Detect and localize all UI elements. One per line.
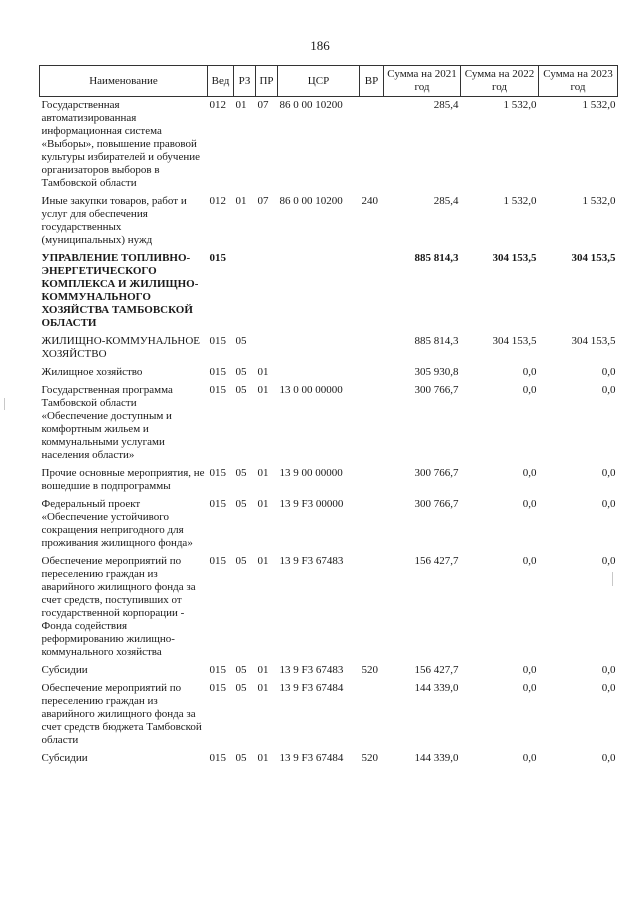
cell-rz: 05 — [235, 335, 247, 347]
cell-pr: 01 — [257, 682, 269, 694]
cell-vr: 520 — [361, 752, 378, 764]
cell-sum-2023: 304 153,5 — [571, 335, 616, 347]
cell-pr: 01 — [257, 664, 269, 676]
cell-pr: 07 — [257, 195, 269, 207]
scan-artifact-mark — [4, 398, 5, 410]
cell-sum-2022: 0,0 — [522, 752, 537, 764]
cell-sum-2022: 1 532,0 — [503, 195, 537, 207]
header-rz: РЗ — [234, 66, 256, 97]
cell-sum-2021: 300 766,7 — [414, 384, 459, 396]
cell-csr: 13 9 F3 00000 — [279, 498, 344, 510]
cell-sum-2021: 300 766,7 — [414, 498, 459, 510]
cell-csr: 13 9 F3 67484 — [279, 752, 344, 764]
table-header-row — [40, 66, 618, 97]
cell-sum-2021: 885 814,3 — [414, 335, 459, 347]
header-ved: Вед — [208, 66, 234, 97]
cell-sum-2023: 0,0 — [601, 664, 616, 676]
cell-pr: 01 — [257, 555, 269, 567]
cell-sum-2021: 144 339,0 — [414, 682, 459, 694]
cell-pr: 01 — [257, 366, 269, 378]
budget-table — [39, 65, 618, 768]
cell-sum-2022: 0,0 — [522, 467, 537, 479]
cell-name: Прочие основные мероприятия, не вошедшие в подпрограммы — [41, 467, 205, 492]
cell-name: Федеральный проект «Обеспечение устойчивого сокращения непригодного для проживания жилищного фонда» — [41, 498, 193, 549]
cell-sum-2021: 144 339,0 — [414, 752, 459, 764]
cell-sum-2022: 0,0 — [522, 498, 537, 510]
cell-ved: 015 — [209, 498, 226, 510]
cell-sum-2021: 285,4 — [433, 195, 459, 207]
cell-vr — [360, 364, 384, 382]
cell-csr: 86 0 00 10200 — [279, 99, 343, 111]
cell-csr — [278, 250, 360, 333]
cell-sum-2023: 0,0 — [601, 682, 616, 694]
cell-csr: 13 9 00 00000 — [279, 467, 343, 479]
table-row — [40, 333, 618, 364]
cell-csr: 13 0 00 00000 — [279, 384, 343, 396]
cell-csr: 13 9 F3 67484 — [279, 682, 344, 694]
table-row — [40, 553, 618, 662]
header-vr: ВР — [360, 66, 384, 97]
cell-sum-2023: 0,0 — [601, 467, 616, 479]
cell-ved: 012 — [209, 99, 226, 111]
cell-pr: 01 — [257, 752, 269, 764]
cell-sum-2022: 0,0 — [522, 664, 537, 676]
cell-ved: 015 — [209, 555, 226, 567]
cell-vr — [360, 553, 384, 662]
cell-sum-2023: 0,0 — [601, 752, 616, 764]
header-sum-2023: Сумма на 2023 год — [539, 66, 618, 97]
cell-name: Жилищное хозяйство — [41, 366, 143, 378]
cell-name: Субсидии — [41, 752, 88, 764]
table-row — [40, 465, 618, 496]
table-row — [40, 680, 618, 750]
cell-vr — [360, 680, 384, 750]
table-row — [40, 193, 618, 250]
cell-rz — [234, 250, 256, 333]
cell-csr: 13 9 F3 67483 — [279, 664, 344, 676]
cell-sum-2021: 305 930,8 — [414, 366, 459, 378]
cell-rz: 05 — [235, 498, 247, 510]
cell-sum-2023: 0,0 — [601, 555, 616, 567]
table-row — [40, 364, 618, 382]
cell-rz: 05 — [235, 682, 247, 694]
table-row — [40, 496, 618, 553]
cell-pr: 01 — [257, 384, 269, 396]
cell-vr — [360, 250, 384, 333]
header-sum-2022: Сумма на 2022 год — [461, 66, 539, 97]
cell-sum-2023: 0,0 — [601, 498, 616, 510]
cell-sum-2021: 300 766,7 — [414, 467, 459, 479]
cell-ved: 015 — [209, 335, 226, 347]
cell-pr: 01 — [257, 498, 269, 510]
cell-csr — [278, 333, 360, 364]
cell-vr — [360, 496, 384, 553]
cell-pr: 07 — [257, 99, 269, 111]
cell-rz: 01 — [235, 99, 247, 111]
cell-sum-2023: 1 532,0 — [582, 195, 616, 207]
cell-ved: 015 — [209, 682, 226, 694]
cell-csr: 86 0 00 10200 — [279, 195, 343, 207]
cell-name: Государственная автоматизированная информационная система «Выборы», повышение правовой культуры избирателей и обучение организаторов выборов в Тамбовской области — [41, 99, 200, 189]
cell-ved: 015 — [209, 467, 226, 479]
cell-csr — [278, 364, 360, 382]
cell-name: Обеспечение мероприятий по переселению граждан из аварийного жилищного фонда за счет средств, поступивших от государственной корпорации - Фонда содействия реформированию жилищно-коммунального хозяйства — [41, 555, 196, 658]
cell-csr: 13 9 F3 67483 — [279, 555, 344, 567]
cell-sum-2021: 156 427,7 — [414, 555, 459, 567]
cell-vr — [360, 465, 384, 496]
header-csr: ЦСР — [278, 66, 360, 97]
table-row — [40, 382, 618, 465]
cell-name: Государственная программа Тамбовской области «Обеспечение доступным и комфортным жильем и коммунальными услугами населения области» — [41, 384, 173, 461]
cell-rz: 01 — [235, 195, 247, 207]
cell-vr — [360, 333, 384, 364]
cell-sum-2021: 885 814,3 — [414, 252, 459, 264]
header-pr: ПР — [256, 66, 278, 97]
cell-name: Обеспечение мероприятий по переселению граждан из аварийного жилищного фонда за счет средств бюджета Тамбовской области — [41, 682, 202, 746]
page-number: 186 — [310, 38, 330, 53]
cell-sum-2021: 156 427,7 — [414, 664, 459, 676]
cell-pr: 01 — [257, 467, 269, 479]
cell-sum-2022: 0,0 — [522, 682, 537, 694]
cell-rz: 05 — [235, 366, 247, 378]
cell-rz: 05 — [235, 384, 247, 396]
cell-sum-2023: 0,0 — [601, 384, 616, 396]
cell-name: Иные закупки товаров, работ и услуг для обеспечения государственных (муниципальных) нужд — [41, 195, 187, 246]
cell-ved: 012 — [209, 195, 226, 207]
cell-name: УПРАВЛЕНИЕ ТОПЛИВНО-ЭНЕРГЕТИЧЕСКОГО КОМПЛЕКСА И ЖИЛИЩНО-КОММУНАЛЬНОГО ХОЗЯЙСТВА ТАМБОВСКОЙ ОБЛАСТИ — [41, 252, 199, 329]
cell-name: ЖИЛИЩНО-КОММУНАЛЬНОЕ ХОЗЯЙСТВО — [41, 335, 200, 360]
cell-sum-2022: 1 532,0 — [503, 99, 537, 111]
cell-sum-2022: 304 153,5 — [492, 335, 537, 347]
cell-ved: 015 — [209, 252, 226, 264]
cell-sum-2022: 0,0 — [522, 384, 537, 396]
cell-vr — [360, 97, 384, 194]
table-row — [40, 250, 618, 333]
cell-vr: 240 — [361, 195, 378, 207]
table-row — [40, 662, 618, 680]
cell-name: Субсидии — [41, 664, 88, 676]
cell-vr — [360, 382, 384, 465]
cell-rz: 05 — [235, 664, 247, 676]
table-row — [40, 97, 618, 194]
cell-ved: 015 — [209, 366, 226, 378]
cell-sum-2022: 304 153,5 — [492, 252, 537, 264]
cell-ved: 015 — [209, 752, 226, 764]
cell-rz: 05 — [235, 752, 247, 764]
cell-rz: 05 — [235, 467, 247, 479]
cell-sum-2022: 0,0 — [522, 366, 537, 378]
cell-sum-2021: 285,4 — [433, 99, 459, 111]
cell-sum-2023: 0,0 — [601, 366, 616, 378]
table-row — [40, 750, 618, 768]
cell-pr — [256, 333, 278, 364]
cell-ved: 015 — [209, 384, 226, 396]
cell-sum-2022: 0,0 — [522, 555, 537, 567]
cell-pr — [256, 250, 278, 333]
cell-vr: 520 — [361, 664, 378, 676]
header-sum-2021: Сумма на 2021 год — [384, 66, 461, 97]
cell-sum-2023: 304 153,5 — [571, 252, 616, 264]
cell-sum-2023: 1 532,0 — [582, 99, 616, 111]
header-name: Наименование — [40, 66, 208, 97]
cell-ved: 015 — [209, 664, 226, 676]
cell-rz: 05 — [235, 555, 247, 567]
